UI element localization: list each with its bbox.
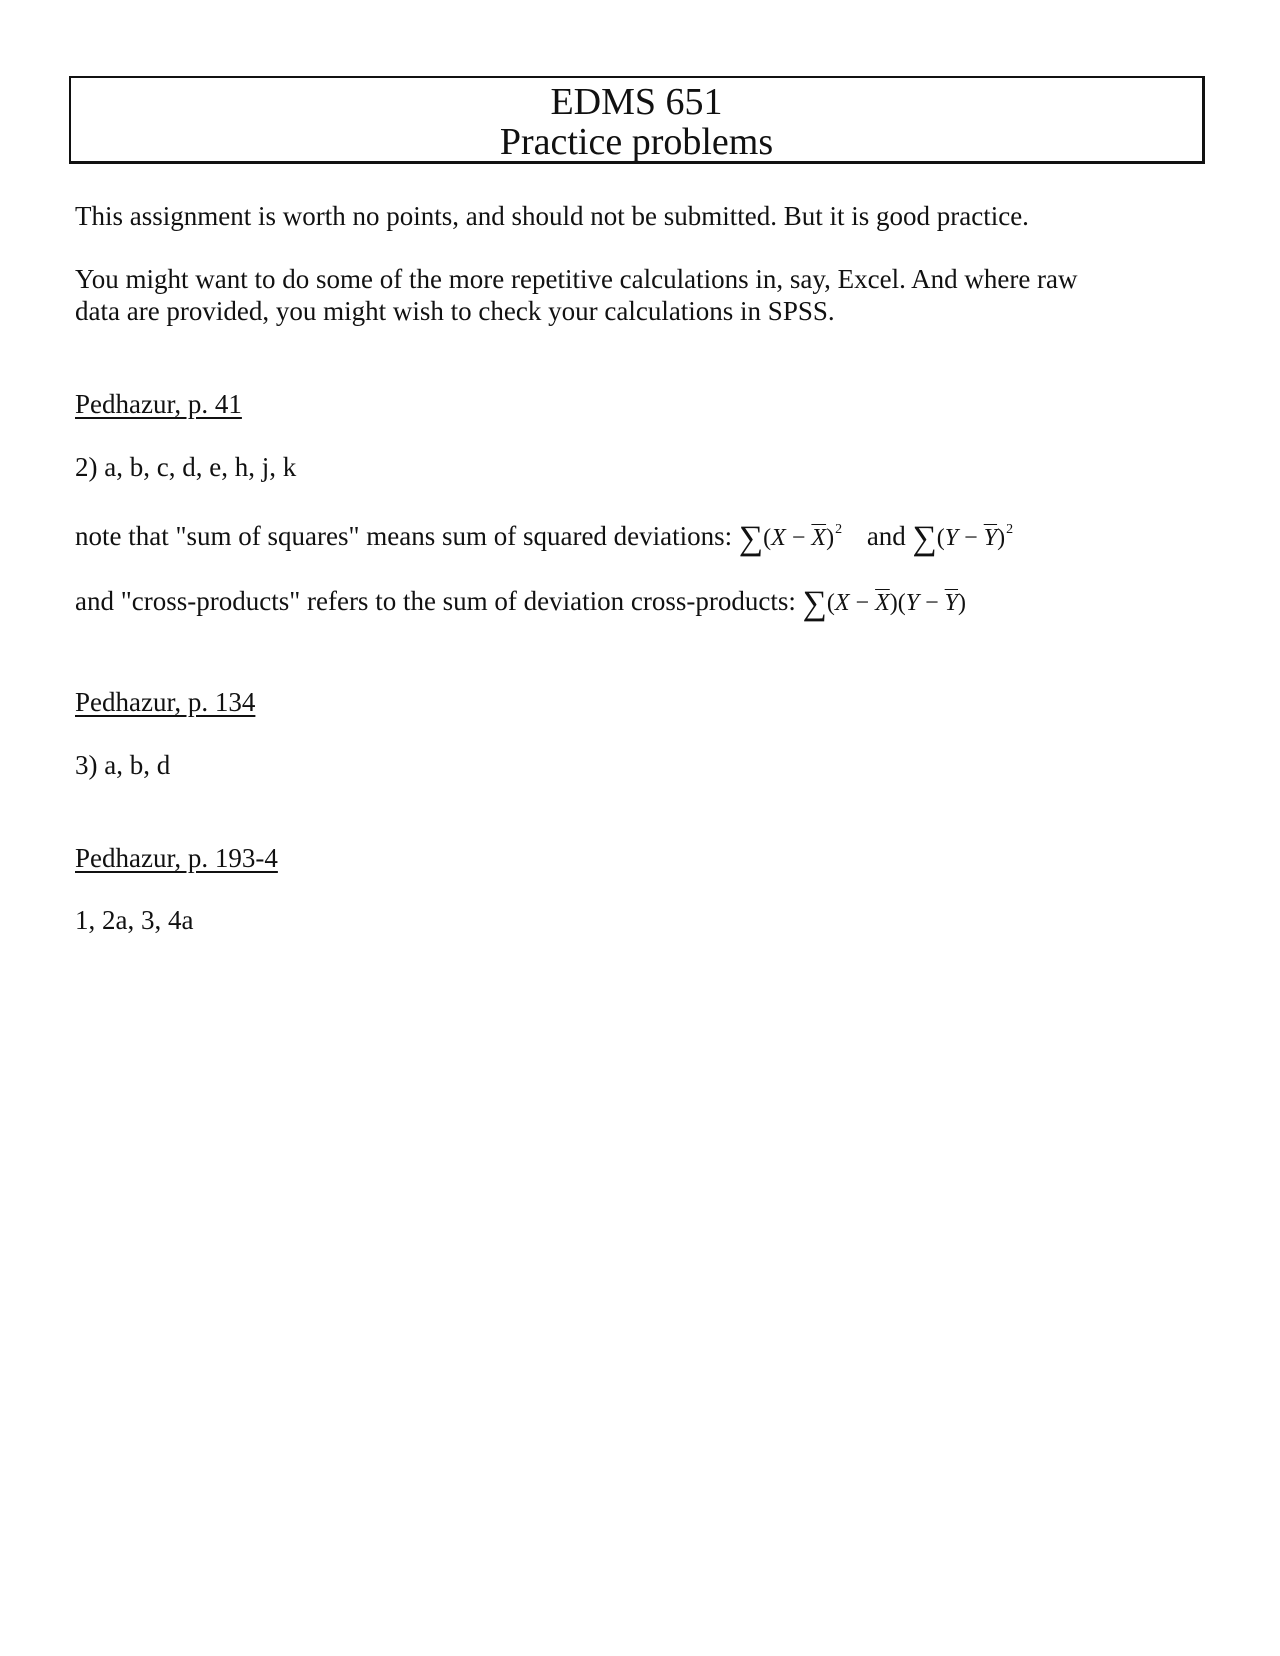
section-heading-p134: Pedhazur, p. 134 bbox=[75, 687, 256, 717]
note-cross-products-text: and "cross-products" refers to the sum of deviation cross-products: bbox=[75, 586, 796, 616]
formula-cross-products: $\sum(X - \overline{X})(Y - \overline{Y})$ bbox=[802, 585, 967, 622]
note-sum-of-squares-text: note that "sum of squares" means sum of squared deviations: bbox=[75, 521, 733, 551]
intro-paragraph-2-line-2: data are provided, you might wish to check your calculations in SPSS. bbox=[75, 296, 835, 326]
document-title: Practice problems bbox=[499, 121, 774, 163]
formula-sum-squares-y: $\sum(Y - \overline{Y})^2$ bbox=[912, 520, 1014, 557]
section-problems-p193: 1, 2a, 3, 4a bbox=[75, 905, 194, 935]
sigma-symbol: ∑ bbox=[802, 585, 827, 622]
course-title: EDMS 651 bbox=[550, 81, 723, 123]
note-cross-products bbox=[75, 585, 966, 620]
note-sum-of-squares bbox=[75, 514, 1013, 555]
formula-sum-squares-x: $\sum(X - \overline{X})^2$ bbox=[738, 520, 843, 557]
title-box bbox=[69, 76, 1205, 164]
section-problems-p134: 3) a, b, d bbox=[75, 750, 171, 780]
section-problems-p41: 2) a, b, c, d, e, h, j, k bbox=[75, 452, 297, 482]
intro-paragraph-1: This assignment is worth no points, and should not be submitted. But it is good practice. bbox=[75, 201, 1029, 231]
section-heading-p41: Pedhazur, p. 41 bbox=[75, 389, 242, 419]
and-connector: and bbox=[866, 521, 906, 551]
intro-paragraph-2-line-1: You might want to do some of the more repetitive calculations in, say, Excel. And where raw bbox=[75, 264, 1078, 294]
sigma-symbol: ∑ bbox=[738, 520, 764, 557]
section-heading-p193: Pedhazur, p. 193-4 bbox=[75, 843, 278, 873]
sigma-symbol: ∑ bbox=[912, 520, 937, 557]
